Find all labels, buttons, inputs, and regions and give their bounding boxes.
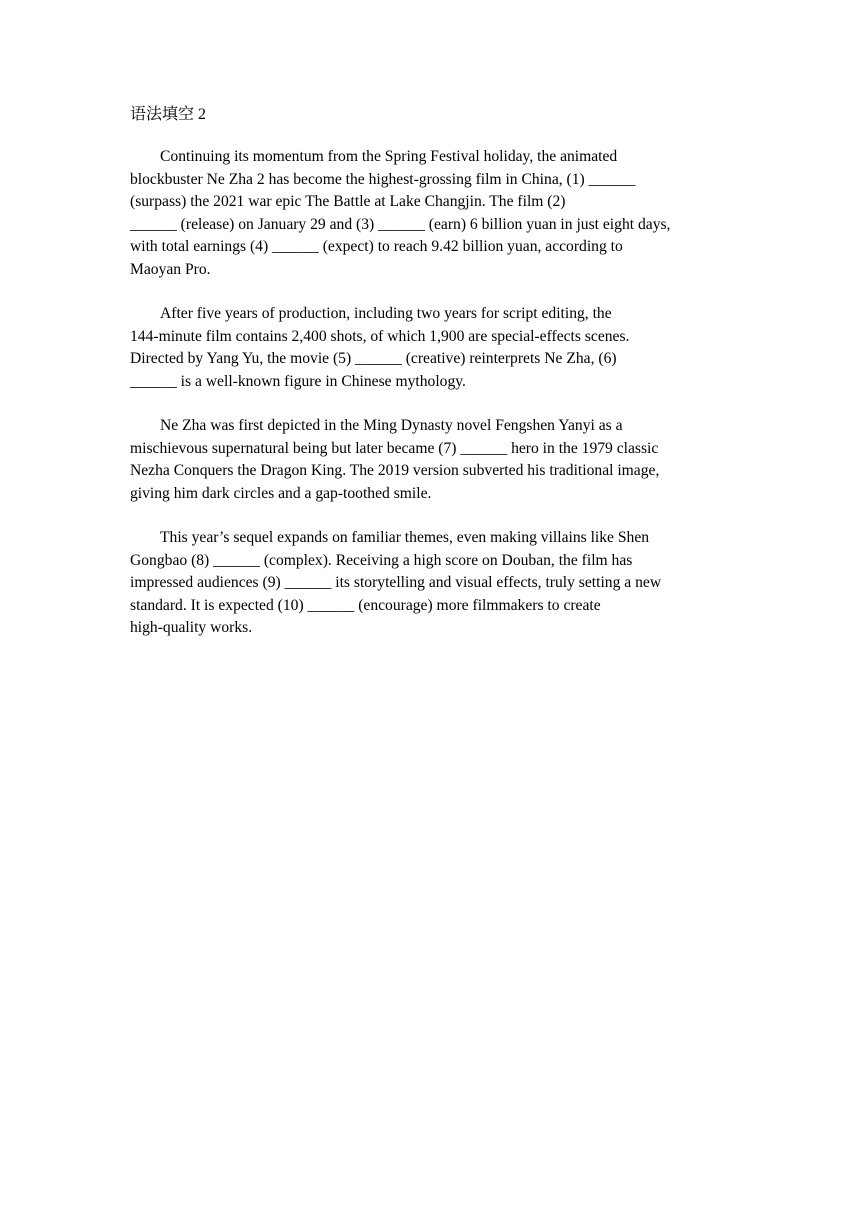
paragraph-line: Maoyan Pro. [130, 260, 211, 278]
paragraph-line: giving him dark circles and a gap-toothed smile. [130, 484, 432, 502]
paragraph-line: (surpass) the 2021 war epic The Battle at Lake Changjin. The film (2) [130, 193, 566, 210]
paragraph-line: ______ (release) on January 29 and (3) ______ (earn) 6 billion yuan in just eight days, [130, 215, 671, 233]
document-page [130, 104, 740, 662]
paragraph-3 [130, 415, 740, 505]
paragraph-1 [130, 146, 740, 281]
paragraph-line: mischievous supernatural being but later became (7) ______ hero in the 1979 classic [130, 439, 659, 457]
paragraph-line: Continuing its momentum from the Spring Festival holiday, the animated [160, 148, 618, 165]
paragraph-line: standard. It is expected (10) ______ (encourage) more filmmakers to create [130, 596, 601, 614]
paragraph-line: Nezha Conquers the Dragon King. The 2019 version subverted his traditional image, [130, 462, 660, 479]
paragraph-line: Directed by Yang Yu, the movie (5) ______ (creative) reinterprets Ne Zha, (6) [130, 350, 617, 367]
paragraph-2 [130, 303, 740, 393]
paragraph-line: After five years of production, including two years for script editing, the [160, 305, 612, 322]
paragraph-line: ______ is a well-known figure in Chinese mythology. [130, 372, 466, 390]
paragraph-line: 144-minute film contains 2,400 shots, of which 1,900 are special-effects scenes. [130, 327, 630, 345]
document-title: 语法填空 2 [130, 106, 207, 123]
paragraph-line: with total earnings (4) ______ (expect) to reach 9.42 billion yuan, according to [130, 238, 623, 255]
paragraph-line: Gongbao (8) ______ (complex). Receiving a high score on Douban, the film has [130, 551, 633, 569]
paragraph-line: This year’s sequel expands on familiar themes, even making villains like Shen [160, 529, 650, 546]
paragraph-line: blockbuster Ne Zha 2 has become the highest-grossing film in China, (1) ______ [130, 170, 636, 188]
paragraph-line: impressed audiences (9) ______ its storytelling and visual effects, truly setting a new [130, 574, 662, 591]
paragraph-line: Ne Zha was first depicted in the Ming Dynasty novel Fengshen Yanyi as a [160, 417, 623, 434]
paragraph-4 [130, 527, 740, 640]
paragraph-line: high-quality works. [130, 619, 253, 636]
